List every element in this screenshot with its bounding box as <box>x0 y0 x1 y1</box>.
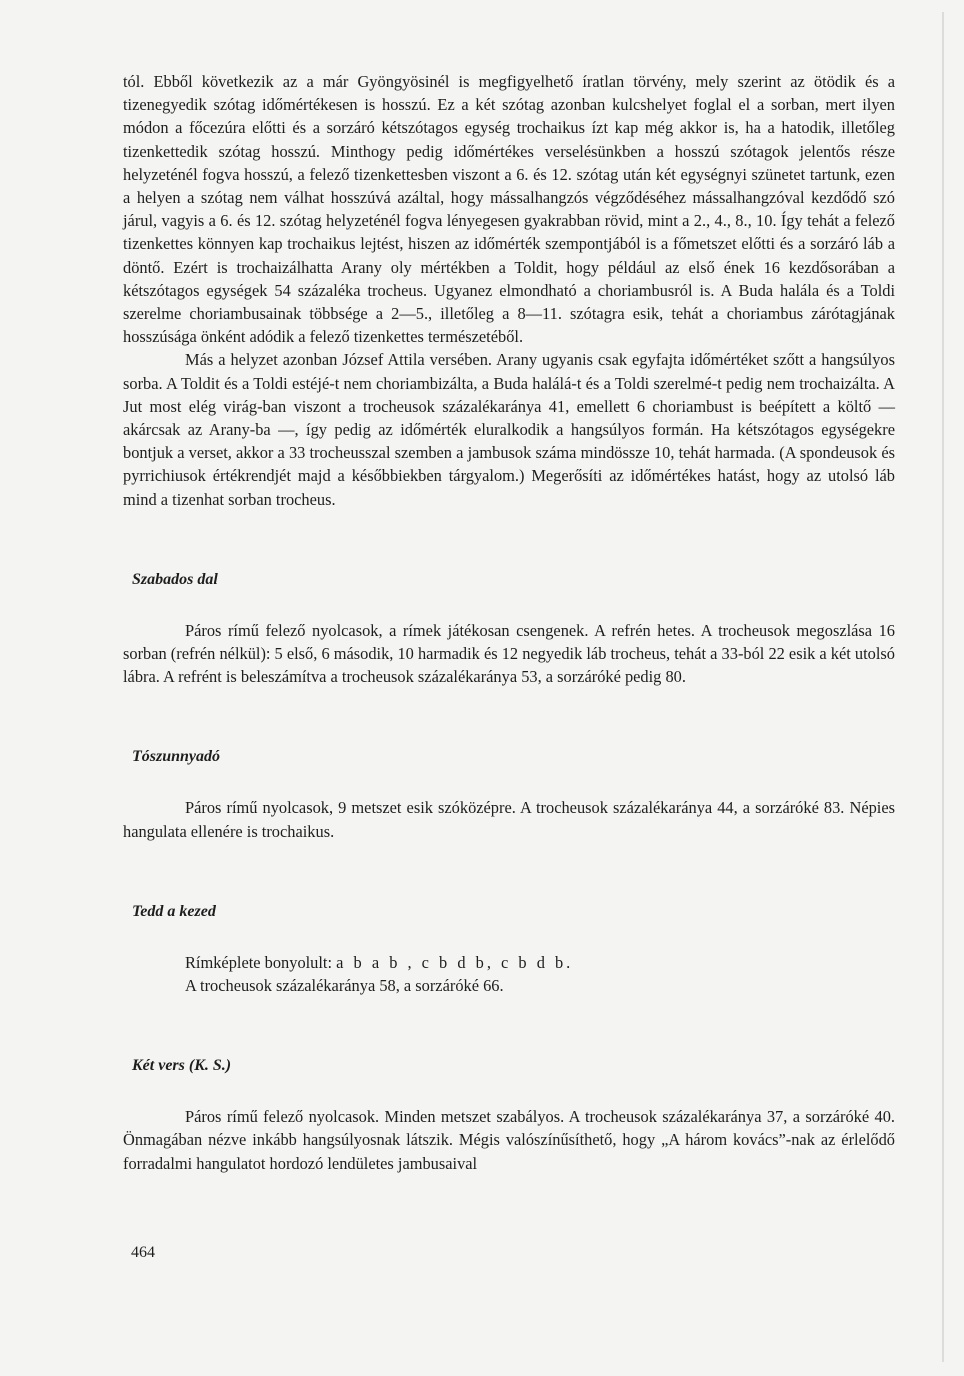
section-body: Páros rímű felező nyolcasok. Minden metszet szabályos. A trocheusok százalékaránya 37, a sorzáróké 40. Önmagában nézve inkább hangsúlyosnak látszik. Mégis valószínűsíthető, hogy „A három kovács”-nak az érlelődő forradalmi hangulatot hordozó lendületes jambusaival <box>123 1107 895 1173</box>
section-szabados-dal <box>123 569 895 689</box>
page-number: 464 <box>131 1244 155 1261</box>
rhyme-label: Rímképlete bonyolult: <box>185 952 333 972</box>
section-tedd-a-kezed <box>123 901 895 997</box>
section-toszunnyado <box>123 746 895 842</box>
page-content <box>123 70 895 1175</box>
rhyme-scheme: a b a b , c b d b, c b d b. <box>336 952 574 972</box>
section-body: Páros rímű felező nyolcasok, a rímek játékosan csengenek. A refrén hetes. A trocheusok megoszlása 16 sorban (refrén nélkül): 5 első, 6 második, 10 harmadik és 12 negyedik láb trocheus, tehát a 33-ból 22 esik a két utolsó lábra. A refrént is beleszámítva a trocheusok százalékaránya 53, a sorzáróké pedig 80. <box>123 620 895 687</box>
rhyme-scheme-line <box>123 951 895 974</box>
section-title: Tedd a kezed <box>132 902 216 920</box>
page-edge <box>942 12 944 1362</box>
section-body: Páros rímű nyolcasok, 9 metszet esik szóközépre. A trocheusok százalékaránya 44, a sorzáróké 83. Népies hangulata ellenére is trochaikus. <box>123 798 895 841</box>
section-title: Szabados dal <box>132 570 218 588</box>
section-title: Két vers (K. S.) <box>132 1057 232 1075</box>
section-title: Tószunnyadó <box>132 748 221 766</box>
paragraph-jozsef-attila: Más a helyzet azonban József Attila versében. Arany ugyanis csak egyfajta időmértéket szőtt a hangsúlyos sorba. A Toldit és a Toldi estéjé-t nem choriambizálta, a Buda halálá-t és a Toldi szerelmé-t pedig nem trochaizálta. A Jut most elég virág-ban viszont a trocheusok százalékaránya 41, emellett 6 choriambust is beépített a költő — akárcsak az Arany-ba —, így pedig az időmérték eluralkodik a hangsúlyos formán. Ha kétszótagos egységekre bontjuk a verset, akkor a 33 trocheusszal szemben a jambusok száma mindössze 10, tehát harmada. (A spondeusok és pyrrichiusok értékrendjét majd a későbbiekben tárgyalom.) Megerősíti az időmértékes hatást, hogy az utolsó láb mind a tizenhat sorban trocheus. <box>123 350 895 509</box>
section-body: A trocheusok százalékaránya 58, a sorzáróké 66. <box>185 976 504 996</box>
paragraph-continuation: tól. Ebből következik az a már Gyöngyösinél is megfigyelhető íratlan törvény, mely szerint az ötödik és a tizenegyedik szótag időmértékesen is hosszú. Ez a két szótag azonban kulcshelyet foglal el a sorban, mert ilyen módon a főcezúra előtti és a sorzáró kétszótagos egység trochaikus ízt kap még akkor is, ha a hatodik, illetőleg tizenkettedik szótag hosszú. Minthogy pedig időmértékes verselésünkben a hosszú szótagok jelentős része helyzeténél fogva hosszú, a felező tizenkettesben viszont a 6. és 12. szótag után két egységnyi szünetet tartunk, ezen a helyen a szótag nem válhat hosszúvá azáltal, hogy mássalhangzós végződéséhez mássalhangzóval kezdődő szó járul, vagyis a 6. és 12. szótag helyzeténél fogva lényegesen gyakrabban rövid, mint a 2., 4., 8., 10. Így tehát a felező tizenkettes könnyen kap trochaikus lejtést, hiszen az időmérték szempontjából is a főmetszet előtti és a sorzáró láb a döntő. Ezért is trochaizálhatta Arany oly mértékben a Toldit, hogy például az első ének 16 kezdősorában a kétszótagos egységek 54 százaléka trocheus. Ugyanez elmondható a choriambusról is. A Buda halála és a Toldi szerelme choriambusainak többsége a 2—5., illetőleg a 8—11. szótagra esik, tehát a choriambus zárótagjának hosszúsága önként adódik a felező tizenkettes természetéből. <box>123 72 895 347</box>
section-ket-vers <box>123 1055 895 1175</box>
